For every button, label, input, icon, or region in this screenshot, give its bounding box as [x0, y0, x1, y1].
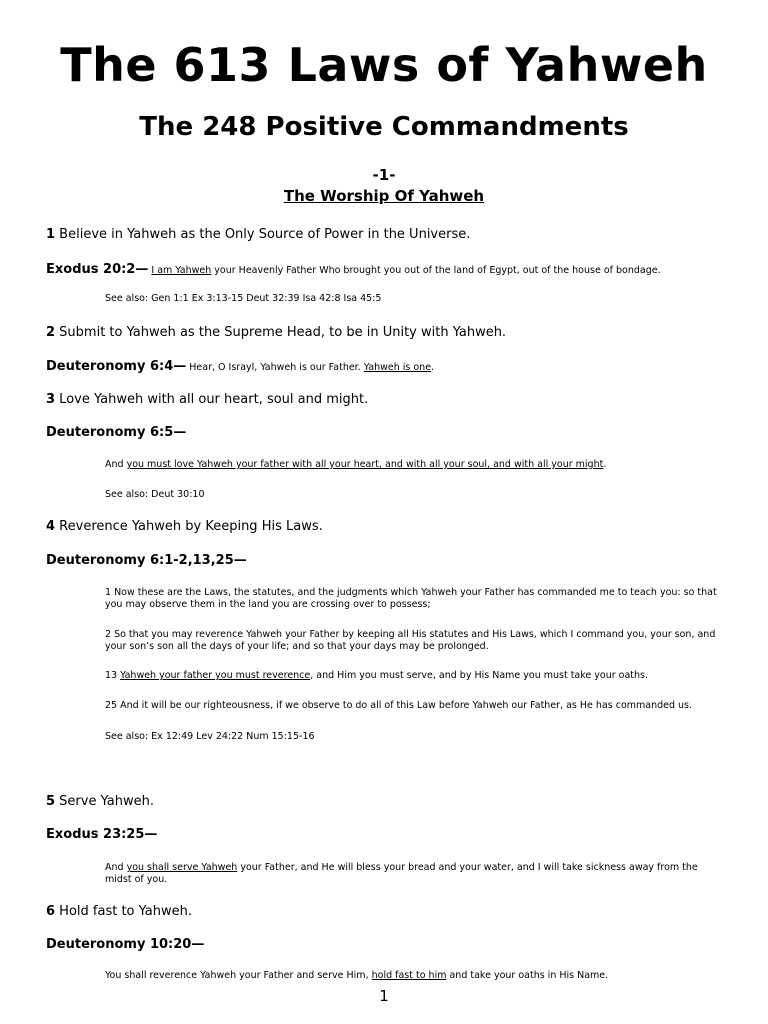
underlined-phrase: I am Yahweh [151, 265, 212, 276]
verse-4-13: 13 Yahweh your father you must reverence, and Him you must serve, and by His Name you must take your oaths. [105, 670, 649, 681]
law-5 [46, 794, 154, 809]
law-1 [46, 227, 470, 242]
scripture-reference-4 [46, 553, 247, 568]
law-number: 3 [46, 392, 56, 407]
document-title: The 613 Laws of Yahweh [60, 38, 708, 92]
underlined-phrase: hold fast to him [371, 970, 447, 981]
underlined-phrase: you must love Yahweh your father with all your heart, and with all your soul, and with all your might [126, 459, 604, 470]
reference-label: Exodus 20:2— [46, 262, 149, 277]
law-2 [46, 325, 506, 340]
reference-label: Deuteronomy 10:20— [46, 937, 205, 952]
see-also-3: See also: Deut 30:10 [105, 489, 205, 500]
underlined-phrase: Yahweh your father you must reverence [120, 670, 311, 681]
law-text: Reverence Yahweh by Keeping His Laws. [55, 519, 323, 534]
section-number: -1- [372, 166, 396, 184]
verse-5: And you shall serve Yahweh your Father, and He will bless your bread and your water, and I will take sickness away from the midst of you. [105, 862, 698, 885]
law-number: 6 [46, 904, 56, 919]
law-number: 1 [46, 227, 56, 242]
scripture-reference-5 [46, 827, 157, 842]
reference-label: Exodus 23:25— [46, 827, 158, 842]
law-text: Submit to Yahweh as the Supreme Head, to be in Unity with Yahweh. [55, 325, 507, 340]
law-text: Serve Yahweh. [55, 794, 154, 809]
scripture-reference-6 [46, 937, 204, 952]
underlined-phrase: you shall serve Yahweh [126, 862, 238, 873]
underlined-phrase: Yahweh is one [363, 362, 432, 373]
law-number: 2 [46, 325, 56, 340]
law-text: Believe in Yahweh as the Only Source of Power in the Universe. [55, 227, 471, 242]
verse-4-1: 1 Now these are the Laws, the statutes, and the judgments which Yahweh your Father has commanded me to teach you: so that you may observe them in the land you are crossing over to possess; [105, 587, 717, 610]
verse-4-25: 25 And it will be our righteousness, if we observe to do all of this Law before Yahweh our Father, as He has commanded us. [105, 700, 693, 711]
law-text: Love Yahweh with all our heart, soul and might. [55, 392, 369, 407]
scripture-reference-2: Deuteronomy 6:4— Hear, O Israyl, Yahweh is our Father. Yahweh is one. [46, 359, 435, 374]
law-text: Hold fast to Yahweh. [55, 904, 192, 919]
see-also-4: See also: Ex 12:49 Lev 24:22 Num 15:15-16 [105, 731, 315, 742]
reference-label: Deuteronomy 6:5— [46, 425, 187, 440]
law-6 [46, 904, 192, 919]
reference-label: Deuteronomy 6:4— [46, 359, 187, 374]
law-number: 5 [46, 794, 56, 809]
reference-label: Deuteronomy 6:1-2,13,25— [46, 553, 247, 568]
section-title: The Worship Of Yahweh [283, 187, 485, 205]
scripture-reference-3 [46, 425, 186, 440]
document-subtitle: The 248 Positive Commandments [139, 112, 629, 142]
law-4 [46, 519, 323, 534]
law-number: 4 [46, 519, 56, 534]
verse-4-2: 2 So that you may reverence Yahweh your Father by keeping all His statutes and His Laws, which I command you, your son, and your son’s son all the days of your life; and so that your days may be prolonged. [105, 629, 716, 652]
page-number: 1 [379, 987, 389, 1005]
law-3 [46, 392, 368, 407]
see-also-1: See also: Gen 1:1 Ex 3:13-15 Deut 32:39 Isa 42:8 Isa 45:5 [105, 293, 382, 304]
verse-3: And you must love Yahweh your father with all your heart, and with all your soul, and with all your might. [105, 459, 607, 470]
scripture-reference-1: Exodus 20:2— I am Yahweh your Heavenly Father Who brought you out of the land of Egypt, out of the house of bondage. [46, 262, 661, 277]
verse-6: You shall reverence Yahweh your Father and serve Him, hold fast to him and take your oaths in His Name. [105, 970, 609, 981]
